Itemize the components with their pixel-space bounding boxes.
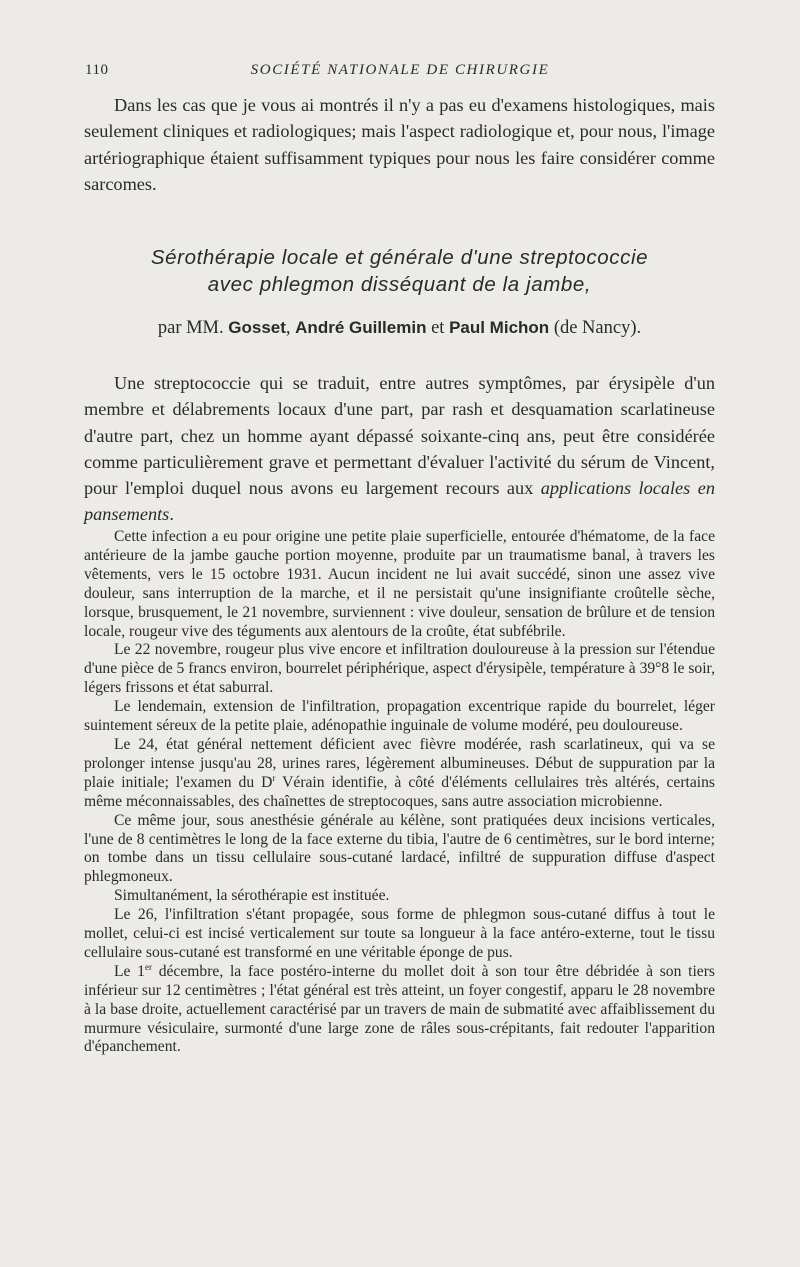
case-paragraph-4-text-b: Vérain identifie, à côté d'éléments cellulaires très altérés, certains même méconnaissables, des chaînettes de streptocoques, sans autre association microbienne.	[84, 773, 715, 810]
case-paragraph-7: Le 26, l'infiltration s'étant propagée, sous forme de phlegmon sous-cutané diffus à tout le mollet, celui-ci est incisé verticalement sur toute sa longueur à la face antéro-externe, tout le tissu cellulaire sous-cutané est transformé en une véritable éponge de pus.	[84, 906, 715, 961]
case-paragraph-8-text-a: Le 1	[114, 962, 145, 980]
lead-text: Une streptococcie qui se traduit, entre autres symptômes, par érysipèle d'un membre et délabrements locaux d'une part, par rash et desquamation scarlatineuse d'autre part, chez un homme ayant dépassé soixante-cinq ans, peut être considérée comme particulièrement grave et permettant d'évaluer l'activité du sérum de Vincent, pour l'emploi duquel nous avons eu largement recours aux	[84, 373, 715, 499]
author-michon: Paul Michon	[449, 318, 550, 337]
case-paragraph-8-superscript: er	[144, 961, 152, 972]
page-number: 110	[85, 62, 109, 78]
article-title-line-1: Sérothérapie locale et générale d'une streptococcie	[150, 246, 649, 269]
case-paragraph-4-superscript: r	[272, 772, 276, 783]
article-title-line-2: avec phlegmon disséquant de la jambe,	[207, 273, 592, 296]
case-report-block	[84, 528, 715, 1057]
case-paragraph-5: Ce même jour, sous anesthésie générale au kélène, sont pratiquées deux incisions verticales, l'une de 8 centimètres le long de la face externe du tibia, l'autre de 6 centimètres, sur le bord interne; on tombe dans un tissu cellulaire sous-cutané lardacé, infiltré de suppuration diffuse d'aspect phlegmoneux.	[84, 811, 715, 886]
lead-italic-phrase: applications locales en pansements	[84, 478, 715, 525]
case-paragraph-8	[84, 963, 715, 1058]
case-paragraph-1: Cette infection a eu pour origine une petite plaie superficielle, entourée d'hématome, de la face antérieure de la jambe gauche portion moyenne, produite par un traumatisme banal, à travers les vêtements, vers le 15 octobre 1931. Aucun incident ne lui avait succédé, sinon une assez vive douleur, sans interruption de la marche, et il ne persistait qu'une insignifiante croûtelle sèche, lorsque, brusquement, le 21 novembre, surviennent : vive douleur, sensation de brûlure et de tension locale, rougeur vive des téguments aux alentours de la croûte, état subfébrile.	[84, 528, 715, 640]
case-paragraph-6: Simultanément, la sérothérapie est instituée.	[114, 887, 390, 905]
case-paragraph-2: Le 22 novembre, rougeur plus vive encore et infiltration douloureuse à la pression sur l'étendue d'une pièce de 5 francs environ, bourrelet périphérique, aspect d'érysipèle, température à 39°8 le soir, légers frissons et état saburral.	[84, 641, 715, 697]
intro-paragraph: Dans les cas que je vous ai montrés il n'y a pas eu d'examens histologiques, mais seulement cliniques et radiologiques; mais l'aspect radiologique et, pour nous, l'image artériographique étaient suffisamment typiques pour nous les faire considérer comme sarcomes.	[84, 95, 715, 194]
article-byline	[84, 315, 715, 341]
case-paragraph-3: Le lendemain, extension de l'infiltration, propagation excentrique rapide du bourrelet, léger suintement séreux de la petite plaie, adénopathie inguinale de volume modéré, peu douloureuse.	[84, 698, 715, 735]
author-gosset: Gosset	[228, 318, 286, 337]
lead-paragraph	[84, 370, 715, 528]
lead-end: .	[169, 504, 174, 525]
running-head	[85, 62, 715, 82]
journal-title: SOCIÉTÉ NATIONALE DE CHIRURGIE	[250, 62, 550, 78]
case-paragraph-4-text-a: Le 24, état général nettement déficient avec fièvre modérée, rash scarlatineux, qui va se prolonger intense jusqu'au 28, urines rares, légèrement albumineuses. Début de suppuration par la plaie initiale; l'examen du D	[84, 735, 715, 791]
case-paragraph-8-text-b: décembre, la face postéro-interne du mollet doit à son tour être débridée à son tiers inférieur sur 12 centimètres ; l'état général est très atteint, un foyer congestif, apparu le 28 novembre à la base droite, actuellement caractérisé par un travers de main de submatité avec affaiblissement du murmure vésiculaire, surmonté d'une large zone de râles sous-crépitants, fait redouter l'apparition d'épanchement.	[84, 962, 715, 1056]
byline-prefix: par MM.	[157, 318, 224, 338]
intro-block	[84, 92, 715, 197]
author-guillemin: André Guillemin	[295, 318, 427, 337]
byline-separator-1: ,	[285, 318, 296, 338]
case-paragraph-4	[84, 736, 715, 812]
lead-block	[84, 370, 715, 528]
byline-suffix: (de Nancy).	[549, 318, 642, 338]
article-title	[84, 244, 715, 298]
byline-separator-2: et	[426, 318, 450, 338]
